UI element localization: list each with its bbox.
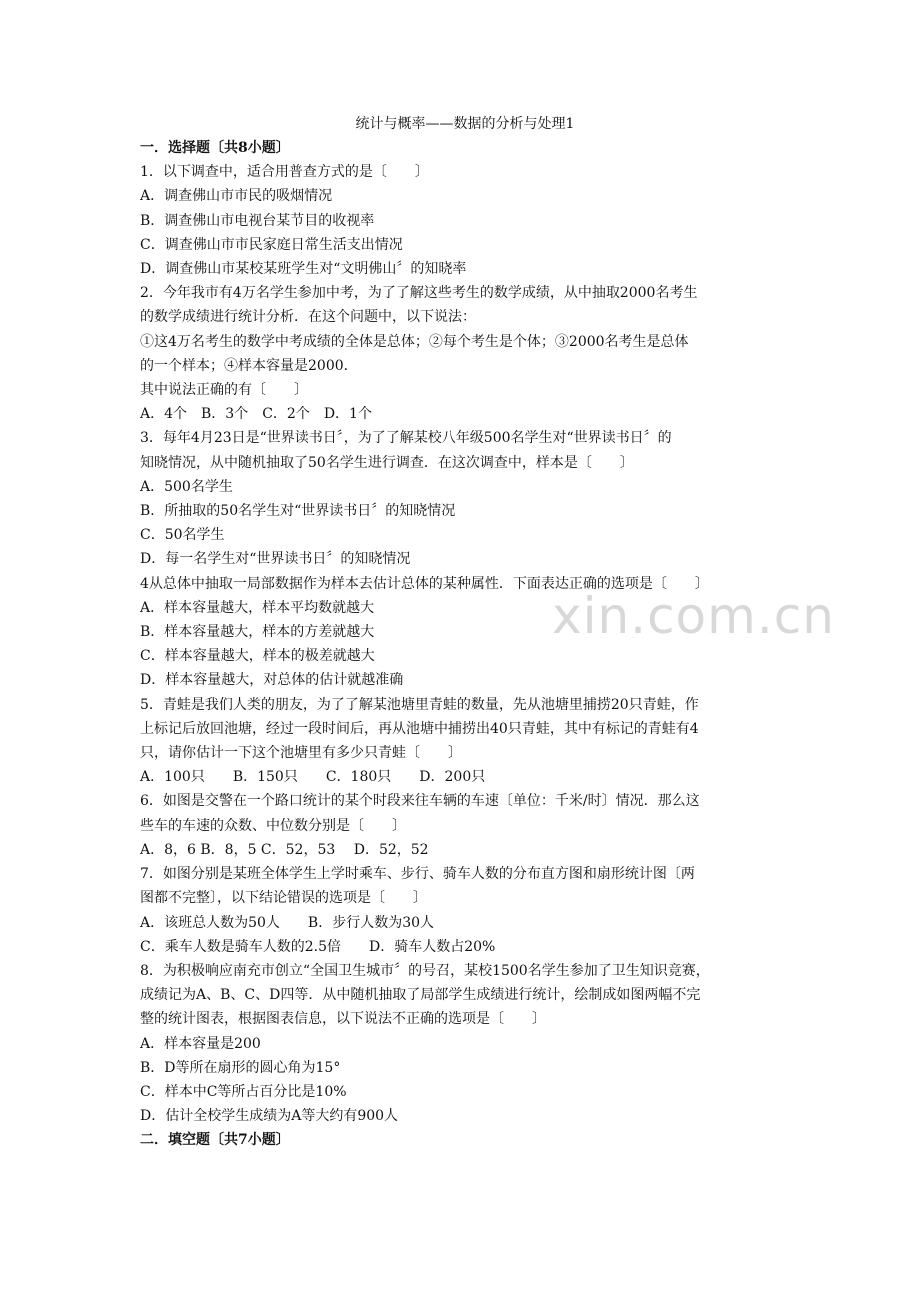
text-line: A．调查佛山市市民的吸烟情况: [140, 188, 333, 205]
text-line: D．样本容量越大，对总体的估计就越准确: [140, 672, 404, 689]
text-line: 8．为积极响应南充市创立“全国卫生城市〞的号召，某校1500名学生参加了卫生知识竞赛，: [140, 962, 710, 979]
text-line: 其中说法正确的有〔 〕: [140, 382, 308, 399]
text-line: C．样本中C等所占百分比是10%: [140, 1083, 347, 1100]
section-heading: 一．选择题〔共8小题〕: [140, 140, 290, 156]
text-line: 6．如图是交警在一个路口统计的某个时段来往车辆的车速〔单位：千米/时〕情况．那么这: [140, 793, 700, 810]
text-line: B．调查佛山市电视台某节目的收视率: [140, 212, 375, 229]
text-line: 1．以下调查中，适合用普查方式的是〔 〕: [140, 164, 429, 181]
text-line: C．样本容量越大，样本的极差就越大: [140, 648, 375, 665]
section-heading: 二．填空题〔共7小题〕: [140, 1132, 290, 1149]
text-line: 5．青蛙是我们人类的朋友，为了了解某池塘里青蛙的数量，先从池塘里捕捞20只青蛙，作: [140, 696, 699, 713]
text-line: 3．每年4月23日是“世界读书日〞，为了了解某校八年级500名学生对“世界读书日〞的: [140, 430, 672, 447]
text-line: 些车的车速的众数、中位数分别是〔 〕: [140, 817, 406, 834]
document-body: [140, 136, 790, 1153]
text-line: 的一个样本；④样本容量是2000．: [140, 357, 358, 374]
text-line: B．D等所在扇形的圆心角为15°: [140, 1059, 341, 1076]
text-line: 知晓情况，从中随机抽取了50名学生进行调查．在这次调查中，样本是〔 〕: [140, 454, 634, 471]
text-line: 整的统计图表，根据图表信息，以下说法不正确的选项是〔 〕: [140, 1011, 546, 1028]
text-line: 图都不完整〕，以下结论错误的选项是〔 〕: [140, 890, 427, 907]
text-line: C．调查佛山市市民家庭日常生活支出情况: [140, 236, 403, 253]
text-line: A．该班总人数为50人 B．步行人数为30人: [140, 914, 435, 931]
text-line: D．调查佛山市某校某班学生对“文明佛山〞的知晓率: [140, 261, 467, 278]
text-line: A．500名学生: [140, 478, 233, 495]
text-line: ①这4万名考生的数学中考成绩的全体是总体；②每个考生是个体；③2000名考生是总体: [140, 333, 689, 350]
text-line: 只，请你估计一下这个池塘里有多少只青蛙〔 〕: [140, 745, 462, 762]
page-title: 统计与概率——数据的分析与处理1: [355, 116, 575, 132]
text-line: D．估计全校学生成绩为A等大约有900人: [140, 1108, 399, 1125]
text-line: A．样本容量是200: [140, 1035, 261, 1052]
text-line: 成绩记为A、B、C、D四等．从中随机抽取了局部学生成绩进行统计，绘制成如图两幅不完: [140, 987, 701, 1004]
text-line: 4从总体中抽取一局部数据作为样本去估计总体的某种属性．下面表达正确的选项是〔 〕: [140, 575, 709, 592]
text-line: 上标记后放回池塘，经过一段时间后，再从池塘中捕捞出40只青蛙，其中有标记的青蛙有4: [140, 720, 699, 737]
text-line: A．4个 B．3个 C．2个 D．1个: [140, 406, 372, 423]
text-line: 的数学成绩进行统计分析．在这个问题中，以下说法：: [140, 309, 476, 326]
text-line: B．样本容量越大，样本的方差就越大: [140, 624, 375, 641]
watermark: xin.com.cn: [552, 587, 835, 645]
text-line: C．乘车人数是骑车人数的2.5倍 D．骑车人数占20%: [140, 938, 496, 955]
text-line: A．样本容量越大，样本平均数就越大: [140, 599, 375, 616]
text-line: 2．今年我市有4万名学生参加中考，为了了解这些考生的数学成绩，从中抽取2000名考生: [140, 285, 698, 302]
text-line: 7．如图分别是某班全体学生上学时乘车、步行、骑车人数的分布直方图和扇形统计图〔两: [140, 866, 695, 883]
text-line: A．8，6 B．8，5 C．52，53 D．52，52: [140, 841, 429, 858]
text-line: A．100只 B．150只 C．180只 D．200只: [140, 769, 486, 786]
document-page: [140, 112, 790, 1153]
text-line: D．每一名学生对“世界读书日〞的知晓情况: [140, 551, 411, 568]
text-line: B．所抽取的50名学生对“世界读书日〞的知晓情况: [140, 503, 456, 520]
text-line: C．50名学生: [140, 527, 225, 544]
